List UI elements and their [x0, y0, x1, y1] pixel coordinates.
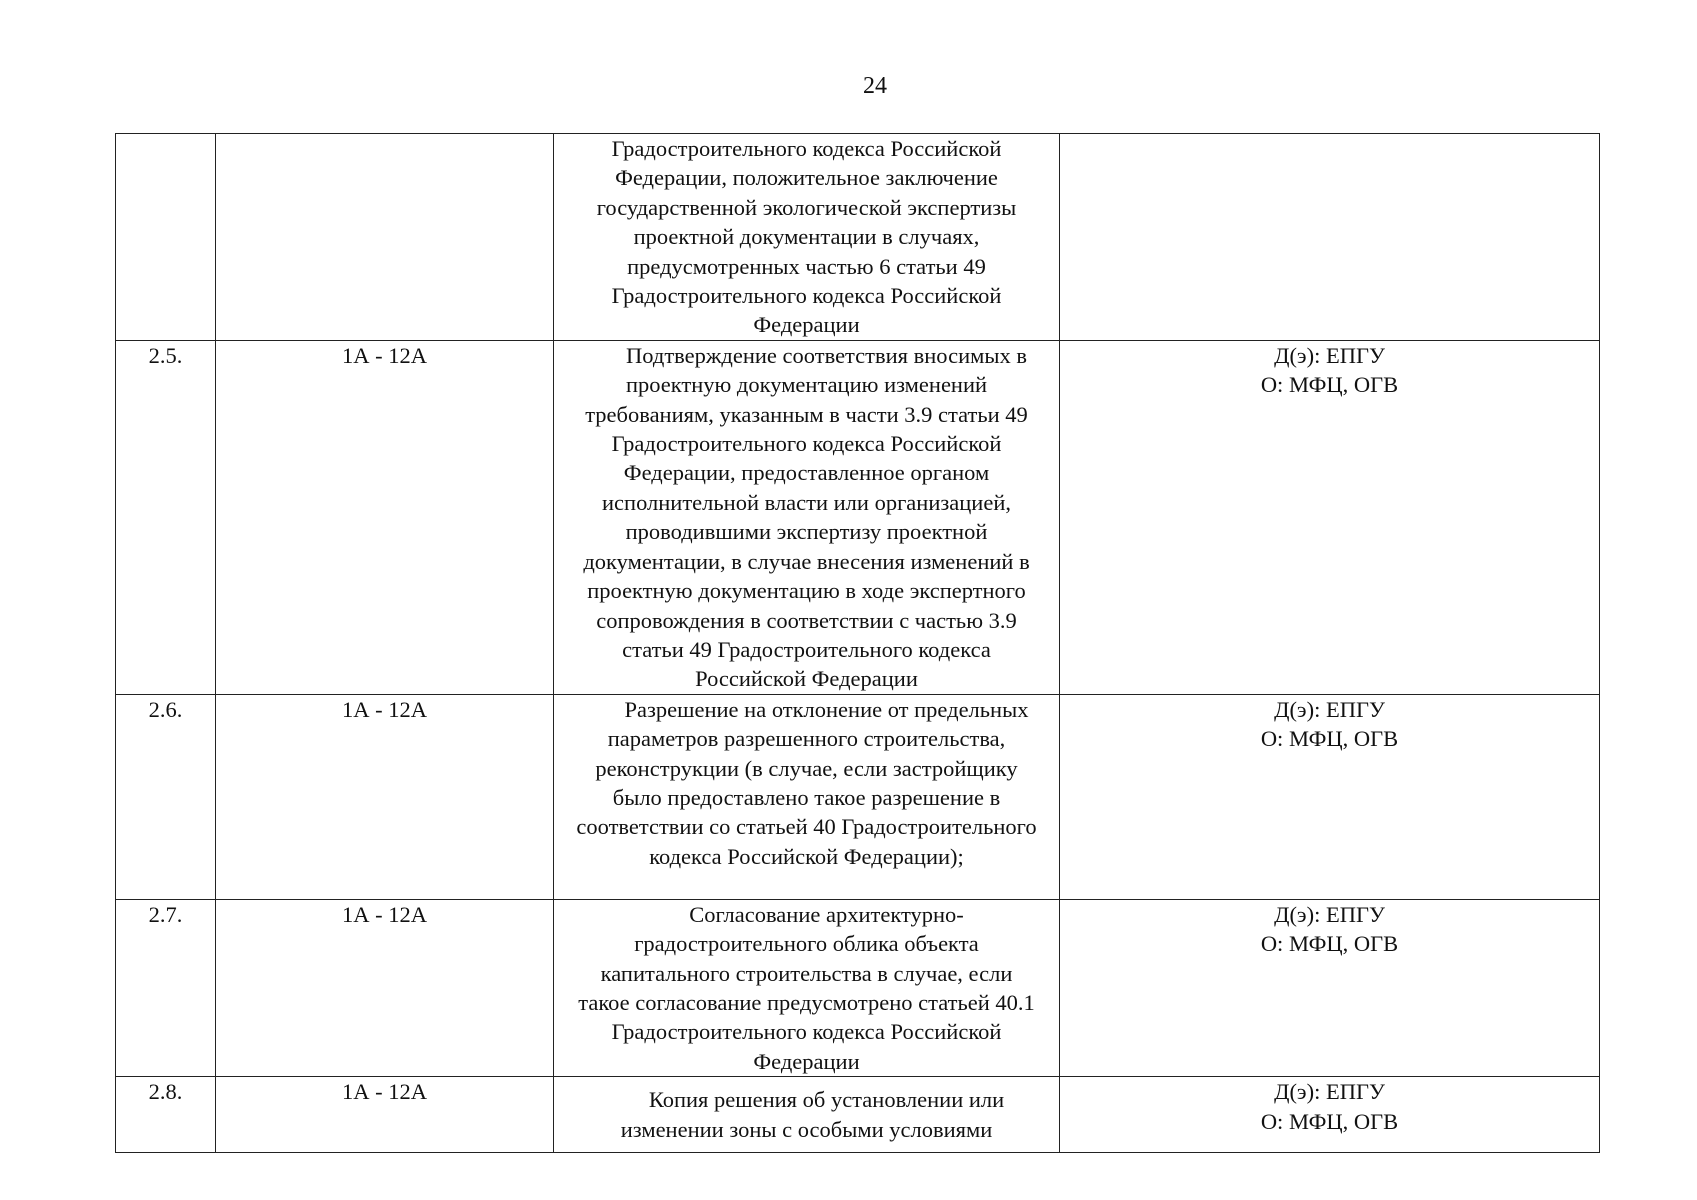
- description-line: предусмотренных частью 6 статьи 49: [627, 253, 986, 279]
- source-line: О: МФЦ, ОГВ: [1260, 1108, 1399, 1134]
- description-line: Федерации: [753, 312, 860, 338]
- description-line: капитального строительства в случае, если: [600, 960, 1013, 986]
- table-row: [116, 694, 1600, 899]
- description-line: было предоставлено такое разрешение в: [612, 784, 1001, 810]
- description-line: Подтверждение соответствия вносимых в: [626, 342, 1027, 368]
- description-line: кодекса Российской Федерации);: [649, 843, 964, 869]
- table-row: [116, 1077, 1600, 1153]
- description-line: исполнительной власти или организацией,: [602, 489, 1011, 515]
- description-line: Федерации: [753, 1048, 860, 1074]
- source-cell: [1060, 134, 1600, 341]
- description-line: градостроительного облика объекта: [634, 931, 979, 957]
- source-line: Д(э): ЕПГУ: [1274, 696, 1385, 722]
- row-number-cell: [116, 134, 216, 341]
- description-line: Федерации, предоставленное органом: [623, 460, 990, 486]
- description-cell: [554, 899, 1060, 1076]
- description-cell: [554, 1077, 1060, 1153]
- row-number-cell: 2.6.: [116, 694, 216, 899]
- description-line: соответствии со статьей 40 Градостроительного: [576, 814, 1037, 840]
- source-line: О: МФЦ, ОГВ: [1260, 726, 1399, 752]
- description-cell: [554, 340, 1060, 694]
- description-line: статьи 49 Градостроительного кодекса: [622, 636, 991, 662]
- description-line: документации, в случае внесения изменений в: [583, 548, 1030, 574]
- row-number-cell: 2.8.: [116, 1077, 216, 1153]
- table-row: [116, 899, 1600, 1076]
- description-line: государственной экологической экспертизы: [596, 194, 1017, 220]
- description-line: Российской Федерации: [695, 666, 918, 692]
- description-line: изменении зоны с особыми условиями: [620, 1116, 993, 1142]
- description-line: Градостроительного кодекса Российской: [611, 136, 1002, 161]
- codes-cell: [216, 134, 554, 341]
- source-line: Д(э): ЕПГУ: [1274, 1079, 1385, 1105]
- description-cell: [554, 134, 1060, 341]
- description-line: Градостроительного кодекса Российской: [611, 283, 1002, 309]
- source-line: О: МФЦ, ОГВ: [1260, 372, 1399, 398]
- description-line: Разрешение на отклонение от предельных: [624, 696, 1029, 722]
- source-line: О: МФЦ, ОГВ: [1260, 931, 1399, 957]
- codes-cell: 1А - 12А: [216, 340, 554, 694]
- row-number-cell: 2.5.: [116, 340, 216, 694]
- codes-cell: 1А - 12А: [216, 694, 554, 899]
- source-cell: [1060, 340, 1600, 694]
- line-spacer: [556, 1077, 1057, 1085]
- source-cell: [1060, 1077, 1600, 1153]
- description-line: требованиям, указанным в части 3.9 статьи 49: [585, 401, 1028, 427]
- description-line: сопровождения в соответствии с частью 3.9: [596, 607, 1017, 633]
- table-row: [116, 134, 1600, 341]
- description-line: Федерации, положительное заключение: [615, 165, 998, 191]
- description-line: Градостроительного кодекса Российской: [611, 1019, 1002, 1045]
- description-line: проектную документацию в ходе экспертного: [587, 578, 1026, 604]
- source-cell: [1060, 694, 1600, 899]
- table-row: [116, 340, 1600, 694]
- description-line: проводившими экспертизу проектной: [625, 519, 988, 545]
- description-line: параметров разрешенного строительства,: [607, 726, 1006, 752]
- description-line: такое согласование предусмотрено статьей 40.1: [578, 989, 1035, 1015]
- source-line: Д(э): ЕПГУ: [1274, 901, 1385, 927]
- source-cell: [1060, 899, 1600, 1076]
- description-cell: [554, 694, 1060, 899]
- codes-cell: 1А - 12А: [216, 899, 554, 1076]
- page-number: 24: [863, 73, 887, 99]
- description-line: Градостроительного кодекса Российской: [611, 431, 1002, 457]
- documents-table: [115, 133, 1600, 1153]
- description-line: Согласование архитектурно-: [689, 901, 964, 927]
- description-line: проектной документации в случаях,: [633, 224, 980, 250]
- description-line: Копия решения об установлении или: [648, 1087, 1005, 1113]
- codes-cell: 1А - 12А: [216, 1077, 554, 1153]
- row-number-cell: 2.7.: [116, 899, 216, 1076]
- description-line: проектную документацию изменений: [625, 372, 988, 398]
- description-line: реконструкции (в случае, если застройщику: [595, 755, 1018, 781]
- source-line: Д(э): ЕПГУ: [1274, 342, 1385, 368]
